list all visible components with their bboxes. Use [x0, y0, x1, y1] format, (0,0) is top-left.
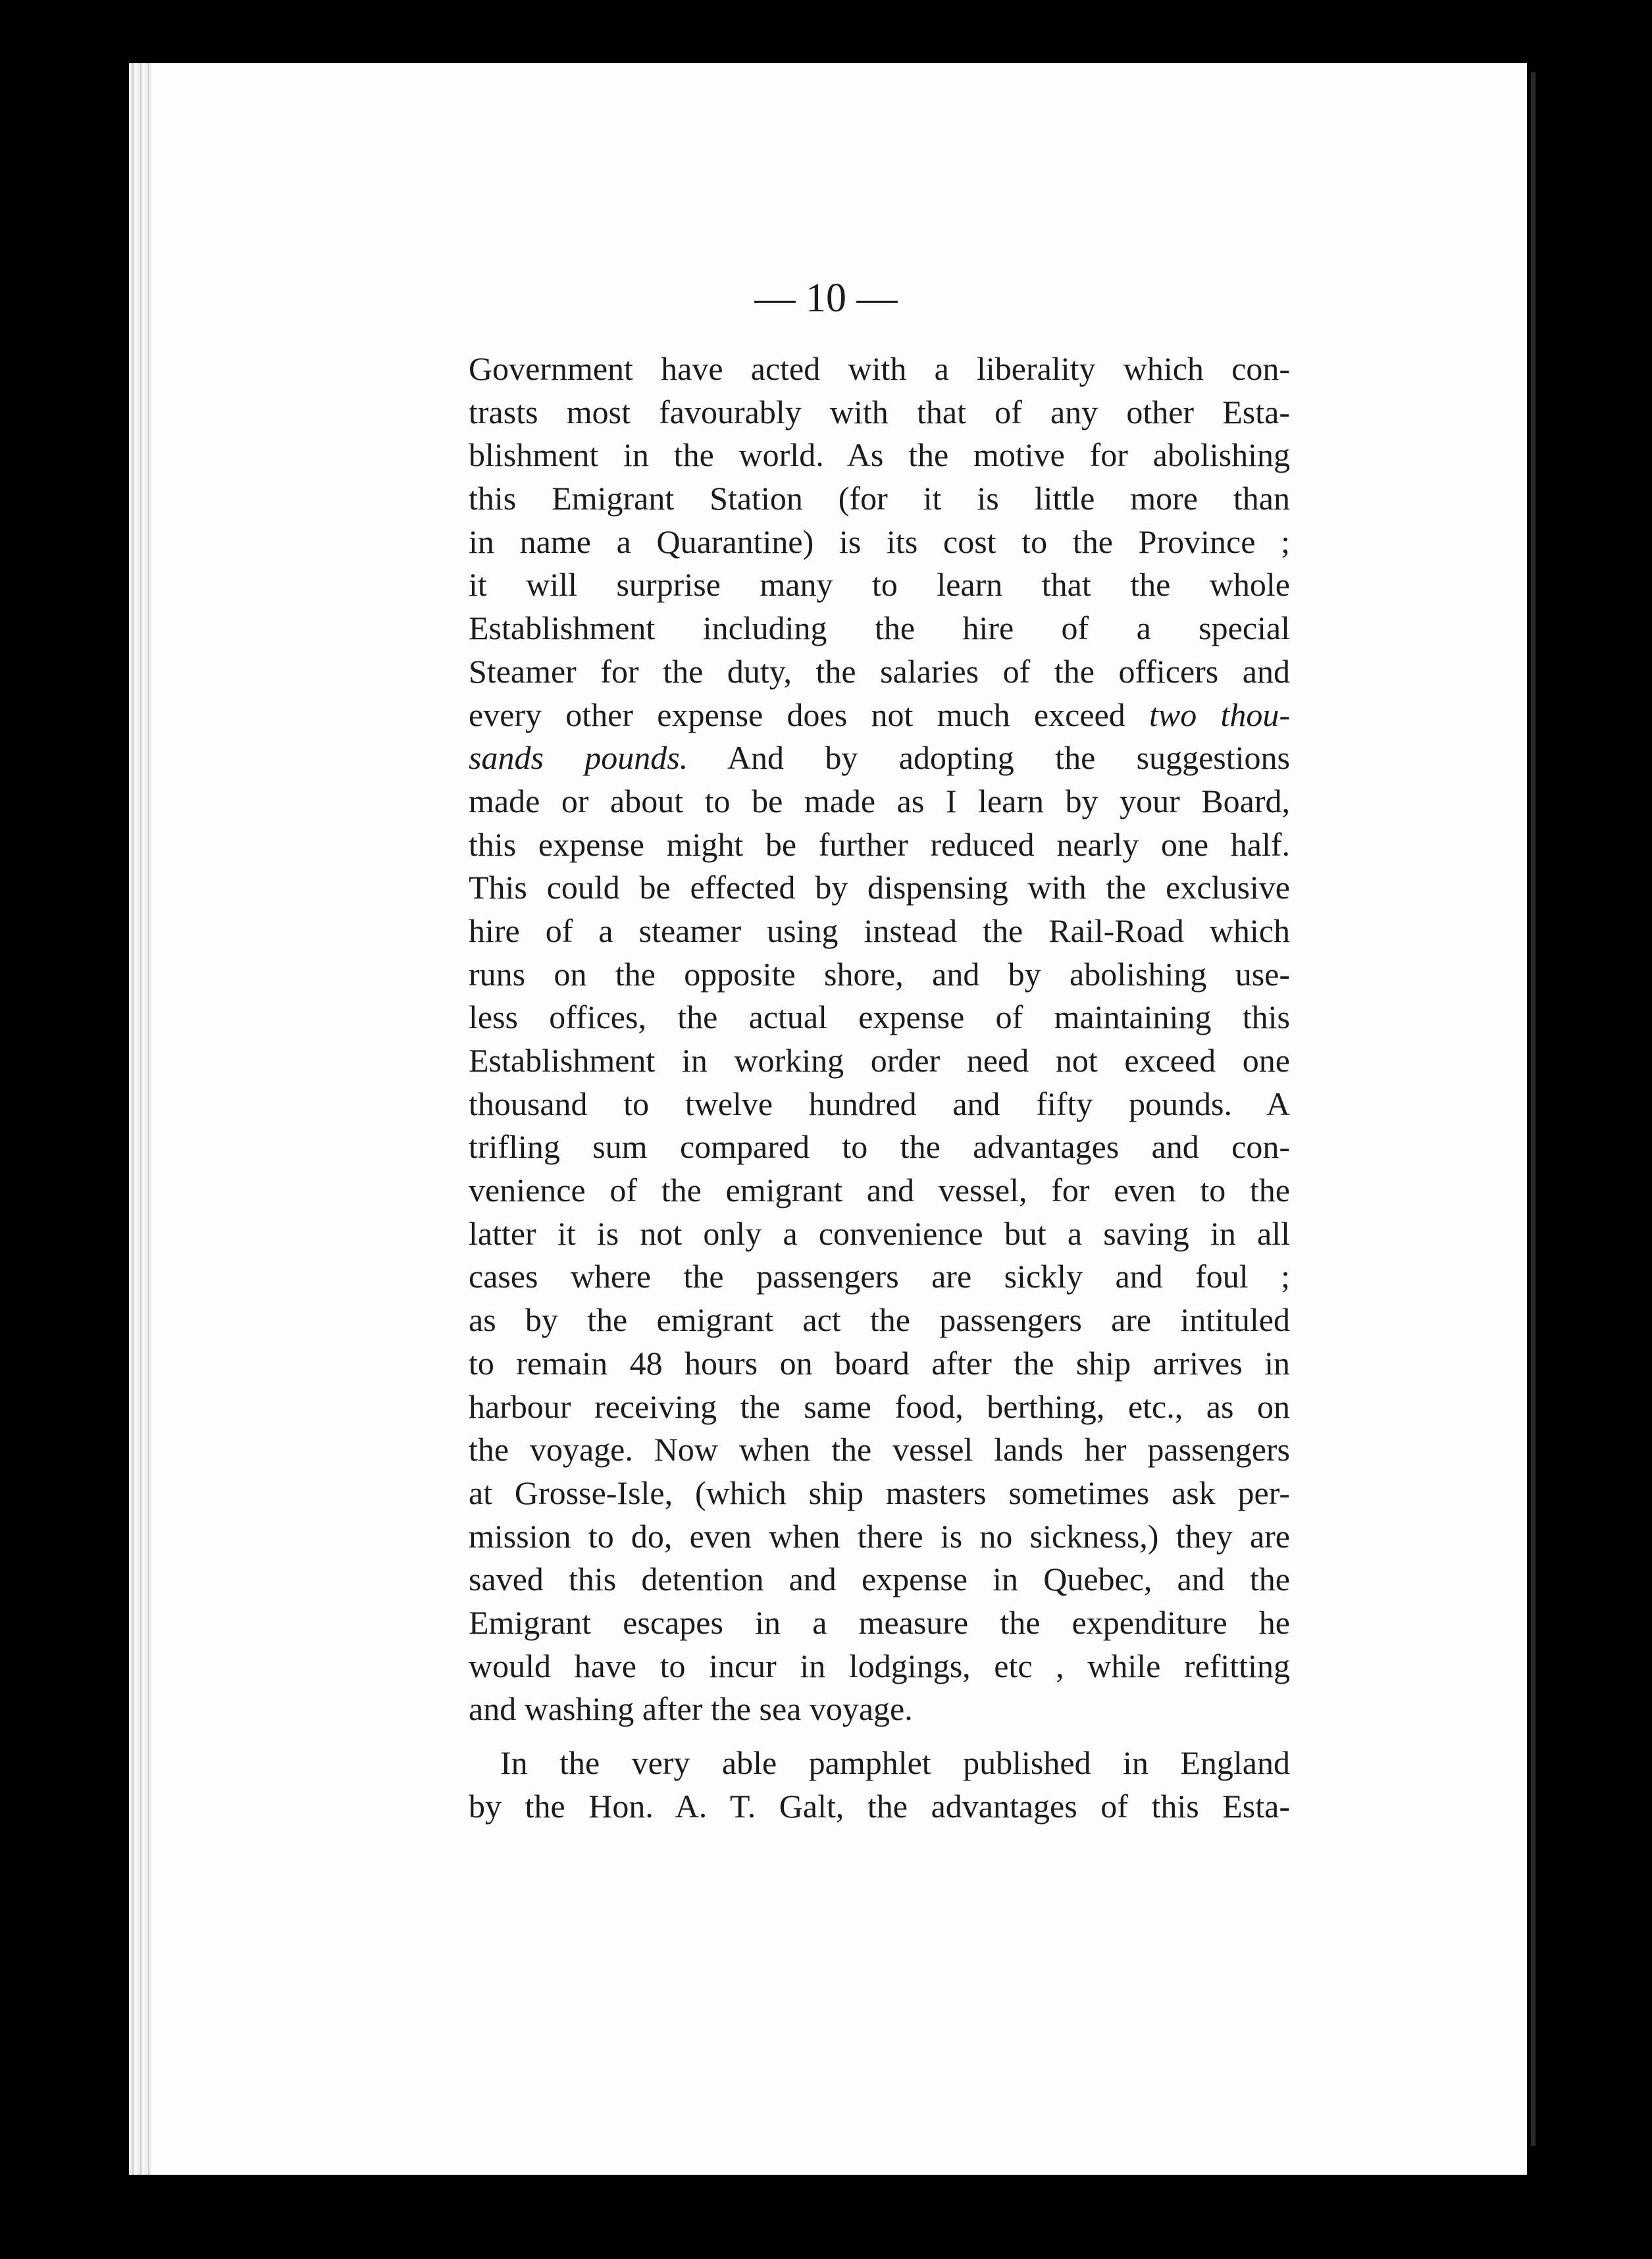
text-line: it will surprise many to learn that the whole — [469, 566, 1290, 604]
text-line: by the Hon. A. T. Galt, the advantages of this Esta- — [469, 1787, 1290, 1825]
text-line: this Emigrant Station (for it is little more than — [469, 480, 1290, 517]
text-line: to remain 48 hours on board after the ship arrives in — [469, 1344, 1290, 1382]
text-line — [469, 694, 1290, 737]
text-line: and washing after the sea voyage. — [469, 1690, 913, 1728]
text-line: thousand to twelve hundred and fifty pounds. A — [469, 1085, 1290, 1122]
text-span: every other expense does not much exceed — [469, 696, 1149, 733]
page-number: — 10 — — [754, 276, 898, 321]
text-line: cases where the passengers are sickly and foul ; — [469, 1258, 1290, 1295]
text-line: in name a Quarantine) is its cost to the Province ; — [469, 523, 1290, 560]
text-line: hire of a steamer using instead the Rail-Road which — [469, 912, 1290, 949]
text-line: In the very able pamphlet published in England — [500, 1744, 1290, 1781]
text-line: the voyage. Now when the vessel lands her passengers — [469, 1431, 1290, 1468]
text-line: at Grosse-Isle, (which ship masters sometimes ask per- — [469, 1474, 1290, 1511]
text-line: Establishment including the hire of a special — [469, 610, 1290, 647]
text-line: saved this detention and expense in Quebec, and the — [469, 1561, 1290, 1598]
text-line: mission to do, even when there is no sickness,) they are — [469, 1517, 1290, 1555]
italic-text: two thou- — [1149, 696, 1290, 733]
paragraph-1 — [469, 348, 1290, 1731]
scan-edge-line — [1531, 72, 1536, 2146]
text-line: blishment in the world. As the motive for abolishing — [469, 436, 1290, 474]
text-span: And by adopting the suggestions — [688, 739, 1291, 777]
paragraph-2 — [469, 1742, 1290, 1828]
text-line: this expense might be further reduced nearly one half. — [469, 825, 1290, 863]
paragraph-gap — [469, 1731, 1290, 1742]
text-line: Steamer for the duty, the salaries of the officers and — [469, 652, 1290, 690]
text-line: Establishment in working order need not exceed one — [469, 1042, 1290, 1079]
text-line: Government have acted with a liberality which con- — [469, 350, 1290, 387]
body-text — [469, 348, 1290, 1828]
text-line: trasts most favourably with that of any other Esta- — [469, 393, 1290, 430]
text-line: less offices, the actual expense of maintaining this — [469, 999, 1290, 1036]
text-line: as by the emigrant act the passengers are intituled — [469, 1301, 1290, 1339]
italic-text: sands pounds. — [469, 739, 688, 777]
text-line: Emigrant escapes in a measure the expenditure he — [469, 1603, 1290, 1641]
text-line: latter it is not only a convenience but a saving in all — [469, 1214, 1290, 1252]
text-line — [469, 737, 1290, 780]
text-line: This could be effected by dispensing with the exclusive — [469, 869, 1290, 906]
text-line: trifling sum compared to the advantages and con- — [469, 1128, 1290, 1166]
text-line: made or about to be made as I learn by your Board, — [469, 782, 1290, 819]
text-line: venience of the emigrant and vessel, for even to the — [469, 1172, 1290, 1209]
text-line: harbour receiving the same food, berthing, etc., as on — [469, 1388, 1290, 1425]
text-line: runs on the opposite shore, and by abolishing use- — [469, 955, 1290, 993]
text-line: would have to incur in lodgings, etc , while refitting — [469, 1647, 1290, 1684]
